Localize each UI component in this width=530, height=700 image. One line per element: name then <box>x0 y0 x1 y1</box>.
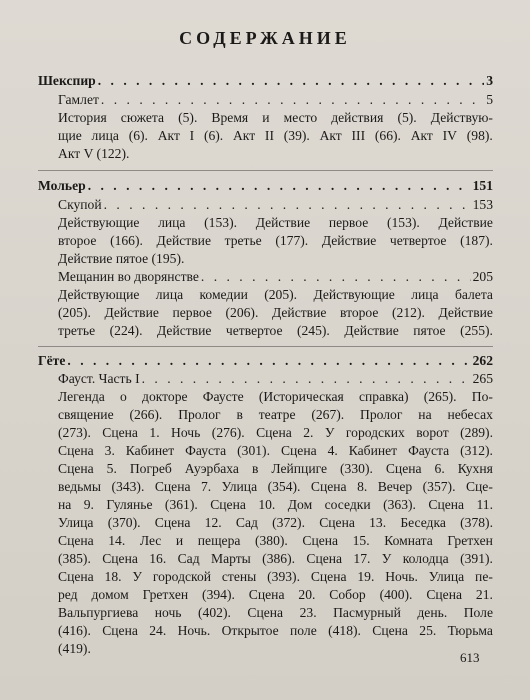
word: Лес <box>139 533 162 548</box>
toc-entry-bourgeois[interactable] <box>58 268 493 286</box>
word: в <box>236 407 243 422</box>
word: I <box>189 128 195 143</box>
word: II <box>264 128 274 143</box>
word: (330). <box>340 461 373 476</box>
word: 9. <box>83 497 94 512</box>
word: Сцена <box>426 587 463 602</box>
word: 4. <box>327 443 338 458</box>
author-name: Шекспир <box>38 73 96 88</box>
word: Пасмурный <box>333 605 401 620</box>
word: соседки <box>324 497 371 512</box>
toc-entry-moliere[interactable] <box>38 177 493 195</box>
leader-dots <box>142 370 471 388</box>
word: 1. <box>149 425 160 440</box>
word: (380). <box>254 533 288 548</box>
word: Легенда <box>58 389 105 404</box>
word: 24. <box>149 623 167 638</box>
content-line: Акт V (122). <box>58 146 130 161</box>
leader-dots <box>104 196 471 214</box>
word: По- <box>471 389 493 404</box>
word: и <box>175 533 184 548</box>
word: Фауста <box>408 443 450 458</box>
word: (5). <box>178 110 198 125</box>
content-line <box>58 214 493 232</box>
word: (166). <box>110 233 143 248</box>
word: (212). <box>392 305 425 320</box>
word: Комната <box>384 533 433 548</box>
word: Гулянье <box>106 497 153 512</box>
word: 2. <box>303 425 314 440</box>
word: (5). <box>397 110 417 125</box>
word: день. <box>417 605 448 620</box>
word: 23. <box>299 605 317 620</box>
word: Беседка <box>400 515 446 530</box>
word: в <box>251 461 259 476</box>
word: второе <box>340 305 379 320</box>
content-line <box>58 532 493 550</box>
word: Действие <box>344 323 399 338</box>
word: поле <box>290 623 317 638</box>
word: (205). <box>264 287 298 302</box>
word: Дом <box>287 497 313 512</box>
word: Действующие <box>58 215 140 230</box>
word: Сцена <box>428 497 465 512</box>
word: Кухня <box>457 461 493 476</box>
word: Сцена <box>210 497 246 512</box>
work-title: Гамлет <box>58 92 99 107</box>
word: Лейпциге <box>271 461 328 476</box>
page-ref: 153 <box>472 197 493 212</box>
word: 18. <box>104 569 122 584</box>
word: Действие <box>104 305 159 320</box>
word: (289). <box>460 425 493 440</box>
word: Улица <box>428 569 465 584</box>
word: 17. <box>353 551 371 566</box>
toc-entry-faust[interactable] <box>58 370 493 388</box>
author-name: Гёте <box>38 353 66 368</box>
word: Тюрьма <box>447 623 493 638</box>
word: Ночь. <box>385 569 418 584</box>
word: Действие <box>438 305 493 320</box>
word: Сцена <box>385 461 422 476</box>
word: Улица <box>58 515 94 530</box>
word: (393). <box>267 569 300 584</box>
word: на <box>58 497 72 512</box>
word: Гретхен <box>447 533 493 548</box>
word: комедии <box>199 287 248 302</box>
word: Сцена <box>310 569 347 584</box>
word: (370). <box>107 515 141 530</box>
word: Открытое <box>221 623 279 638</box>
page-title: СОДЕРЖАНИЕ <box>179 28 351 48</box>
content-line <box>58 550 493 568</box>
word: (273). <box>58 425 91 440</box>
word: История <box>58 110 107 125</box>
word: лица <box>158 215 186 230</box>
word: Сцена <box>280 443 317 458</box>
word: о <box>120 389 127 404</box>
word: (372). <box>272 515 305 530</box>
word: IV <box>442 128 457 143</box>
word: (402). <box>198 605 231 620</box>
word: 16. <box>149 551 167 566</box>
leader-dots <box>88 177 471 195</box>
word: 21. <box>475 587 493 602</box>
word: (418). <box>328 623 361 638</box>
word: ред <box>58 587 78 602</box>
content-line <box>58 232 493 250</box>
word: Сцена <box>247 605 284 620</box>
word: Действующие <box>58 287 140 302</box>
leader-dots <box>67 352 470 370</box>
word: на <box>418 407 432 422</box>
word: 11. <box>476 497 493 512</box>
content-line <box>58 109 493 127</box>
word: (205). <box>58 305 91 320</box>
word: Сцена <box>256 425 292 440</box>
word: пе- <box>475 569 493 584</box>
word: Действую- <box>430 110 493 125</box>
page-ref: 5 <box>486 92 493 107</box>
word: Фауста <box>185 443 227 458</box>
word: Сцена <box>58 461 94 476</box>
word: первое <box>328 215 369 230</box>
word: Время <box>211 110 249 125</box>
word: Сцена <box>154 479 191 494</box>
content-line <box>58 424 493 442</box>
word: 14. <box>108 533 126 548</box>
word: Сад <box>177 551 200 566</box>
word: Улица <box>221 479 258 494</box>
word: 20. <box>298 587 316 602</box>
word: 12. <box>204 515 222 530</box>
word: 6. <box>434 461 445 476</box>
word: сюжета <box>120 110 165 125</box>
word: Сцена <box>248 587 285 602</box>
word: Сцена <box>58 569 94 584</box>
word: Кабинет <box>125 443 175 458</box>
word: Погреб <box>129 461 172 476</box>
word: Акт <box>232 128 256 143</box>
content-line: Действие пятое (195). <box>58 251 185 266</box>
word: Акт <box>319 128 342 143</box>
word: четвертое <box>389 233 447 248</box>
word: лица <box>411 287 439 302</box>
word: Сцена <box>302 533 339 548</box>
word: Кабинет <box>348 443 398 458</box>
word: Сцена <box>306 551 343 566</box>
word: ведьмы <box>58 479 102 494</box>
word: священие <box>58 407 114 422</box>
word: лица <box>91 128 119 143</box>
word: Ночь. <box>177 623 211 638</box>
word: Сцена <box>310 479 347 494</box>
word: Сце- <box>465 479 493 494</box>
word: (224). <box>109 323 143 338</box>
word: Собор <box>329 587 366 602</box>
content-line <box>58 514 493 532</box>
word: (301). <box>237 443 270 458</box>
content-line <box>58 622 493 640</box>
word: пятое <box>413 323 446 338</box>
word: пещера <box>197 533 241 548</box>
word: Сцена <box>102 425 138 440</box>
page-ref: 205 <box>472 269 493 284</box>
word: Сцена <box>102 551 138 566</box>
word: 10. <box>258 497 276 512</box>
word: (357). <box>422 479 456 494</box>
word: балета <box>454 287 493 302</box>
word: Действие <box>271 305 327 320</box>
word: (391). <box>460 551 493 566</box>
word: Ауэрбаха <box>184 461 239 476</box>
word: (6). <box>128 128 148 143</box>
word: У <box>132 569 142 584</box>
word: докторе <box>142 389 188 404</box>
word: 15. <box>352 533 370 548</box>
word: (153). <box>386 215 420 230</box>
word: (385). <box>58 551 91 566</box>
word: театре <box>258 407 296 422</box>
word: III <box>351 128 366 143</box>
content-line <box>58 286 493 304</box>
word: 13. <box>369 515 387 530</box>
word: ворот <box>416 425 449 440</box>
word: и <box>262 110 270 125</box>
word: У <box>381 551 392 566</box>
work-title: Фауст. Часть I <box>58 371 140 386</box>
toc-entry-goethe[interactable] <box>38 352 493 370</box>
word: лица <box>155 287 184 302</box>
toc-entry-shakespeare[interactable] <box>38 72 493 90</box>
word: Действие <box>156 323 212 338</box>
word: (400). <box>379 587 413 602</box>
word: щие <box>58 128 82 143</box>
word: городской <box>152 569 212 584</box>
word: (343). <box>111 479 145 494</box>
section-divider <box>38 346 493 347</box>
content-line <box>58 127 493 145</box>
word: домом <box>91 587 129 602</box>
word: (206). <box>225 305 259 320</box>
content-line <box>58 586 493 604</box>
word: Гретхен <box>142 587 189 602</box>
author-name: Мольер <box>38 178 86 193</box>
section-divider <box>38 170 493 171</box>
word: (66). <box>374 128 401 143</box>
page-ref: 265 <box>472 371 493 386</box>
word: Сцена <box>102 623 138 638</box>
word: Вечер <box>377 479 413 494</box>
word: У <box>324 425 335 440</box>
word: Сцена <box>58 443 94 458</box>
content-line <box>58 406 493 424</box>
word: Ночь <box>171 425 201 440</box>
word: (39). <box>283 128 310 143</box>
word: Акт <box>410 128 433 143</box>
word: (98). <box>466 128 493 143</box>
word: городских <box>345 425 405 440</box>
word: (361). <box>164 497 198 512</box>
content-line <box>58 442 493 460</box>
word: 7. <box>200 479 212 494</box>
word: (177). <box>275 233 309 248</box>
word: (354). <box>267 479 301 494</box>
word: (394). <box>202 587 235 602</box>
content-line <box>58 496 493 514</box>
word: (265). <box>423 389 457 404</box>
content-line <box>58 304 493 322</box>
word: Действие <box>321 233 377 248</box>
word: Действие <box>438 215 493 230</box>
word: (378). <box>460 515 493 530</box>
word: 8. <box>357 479 368 494</box>
word: третье <box>224 233 262 248</box>
word: (6). <box>203 128 224 143</box>
word: Вальпургиева <box>58 605 139 620</box>
word: 3. <box>104 443 115 458</box>
word: (266). <box>129 407 163 422</box>
word: справка) <box>359 389 409 404</box>
word: Действующие <box>313 287 395 302</box>
page-number: 613 <box>460 650 480 665</box>
word: Сцена <box>319 515 355 530</box>
word: 19. <box>357 569 375 584</box>
content-line <box>58 604 493 622</box>
leader-dots <box>201 268 471 286</box>
word: (386). <box>262 551 296 566</box>
leader-dots <box>98 72 484 90</box>
content-line: (419). <box>58 641 91 656</box>
word: (276). <box>211 425 245 440</box>
page-ref: 3 <box>486 73 493 88</box>
content-line <box>58 460 493 478</box>
word: (245). <box>296 323 330 338</box>
word: Пролог <box>178 407 221 422</box>
work-title: Скупой <box>58 197 102 212</box>
word: колодца <box>402 551 449 566</box>
word: (187). <box>460 233 493 248</box>
word: второе <box>58 233 97 248</box>
word: 5. <box>106 461 117 476</box>
leader-dots <box>101 91 484 109</box>
word: (363). <box>383 497 416 512</box>
word: (416). <box>58 623 91 638</box>
word: первое <box>172 305 212 320</box>
word: третье <box>58 323 96 338</box>
word: небесах <box>447 407 493 422</box>
word: Поле <box>463 605 493 620</box>
word: Сцена <box>154 515 191 530</box>
word: (267). <box>311 407 345 422</box>
word: 25. <box>419 623 437 638</box>
page-ref: 262 <box>472 353 493 368</box>
word: четвертое <box>225 323 283 338</box>
word: Фаусте <box>202 389 244 404</box>
page-ref: 151 <box>472 178 493 193</box>
word: (Историческая <box>258 389 344 404</box>
word: Пролог <box>360 407 403 422</box>
content-line <box>58 568 493 586</box>
content-line <box>58 478 493 496</box>
word: Акт <box>157 128 180 143</box>
content-line <box>58 388 493 406</box>
word: действия <box>331 110 384 125</box>
work-title: Мещанин во дворянстве <box>58 269 199 284</box>
word: место <box>283 110 318 125</box>
word: (255). <box>460 323 493 338</box>
word: Сад <box>235 515 258 530</box>
word: стены <box>221 569 257 584</box>
word: (312). <box>460 443 493 458</box>
toc-entry-miser[interactable] <box>58 196 493 214</box>
word: Действие <box>156 233 211 248</box>
word: (153). <box>204 215 237 230</box>
content-line <box>58 322 493 340</box>
word: Сцена <box>372 623 408 638</box>
word: Сцена <box>58 533 94 548</box>
word: Действие <box>255 215 311 230</box>
toc-entry-hamlet[interactable] <box>58 91 493 109</box>
word: ночь <box>154 605 182 620</box>
word: Марты <box>211 551 251 566</box>
